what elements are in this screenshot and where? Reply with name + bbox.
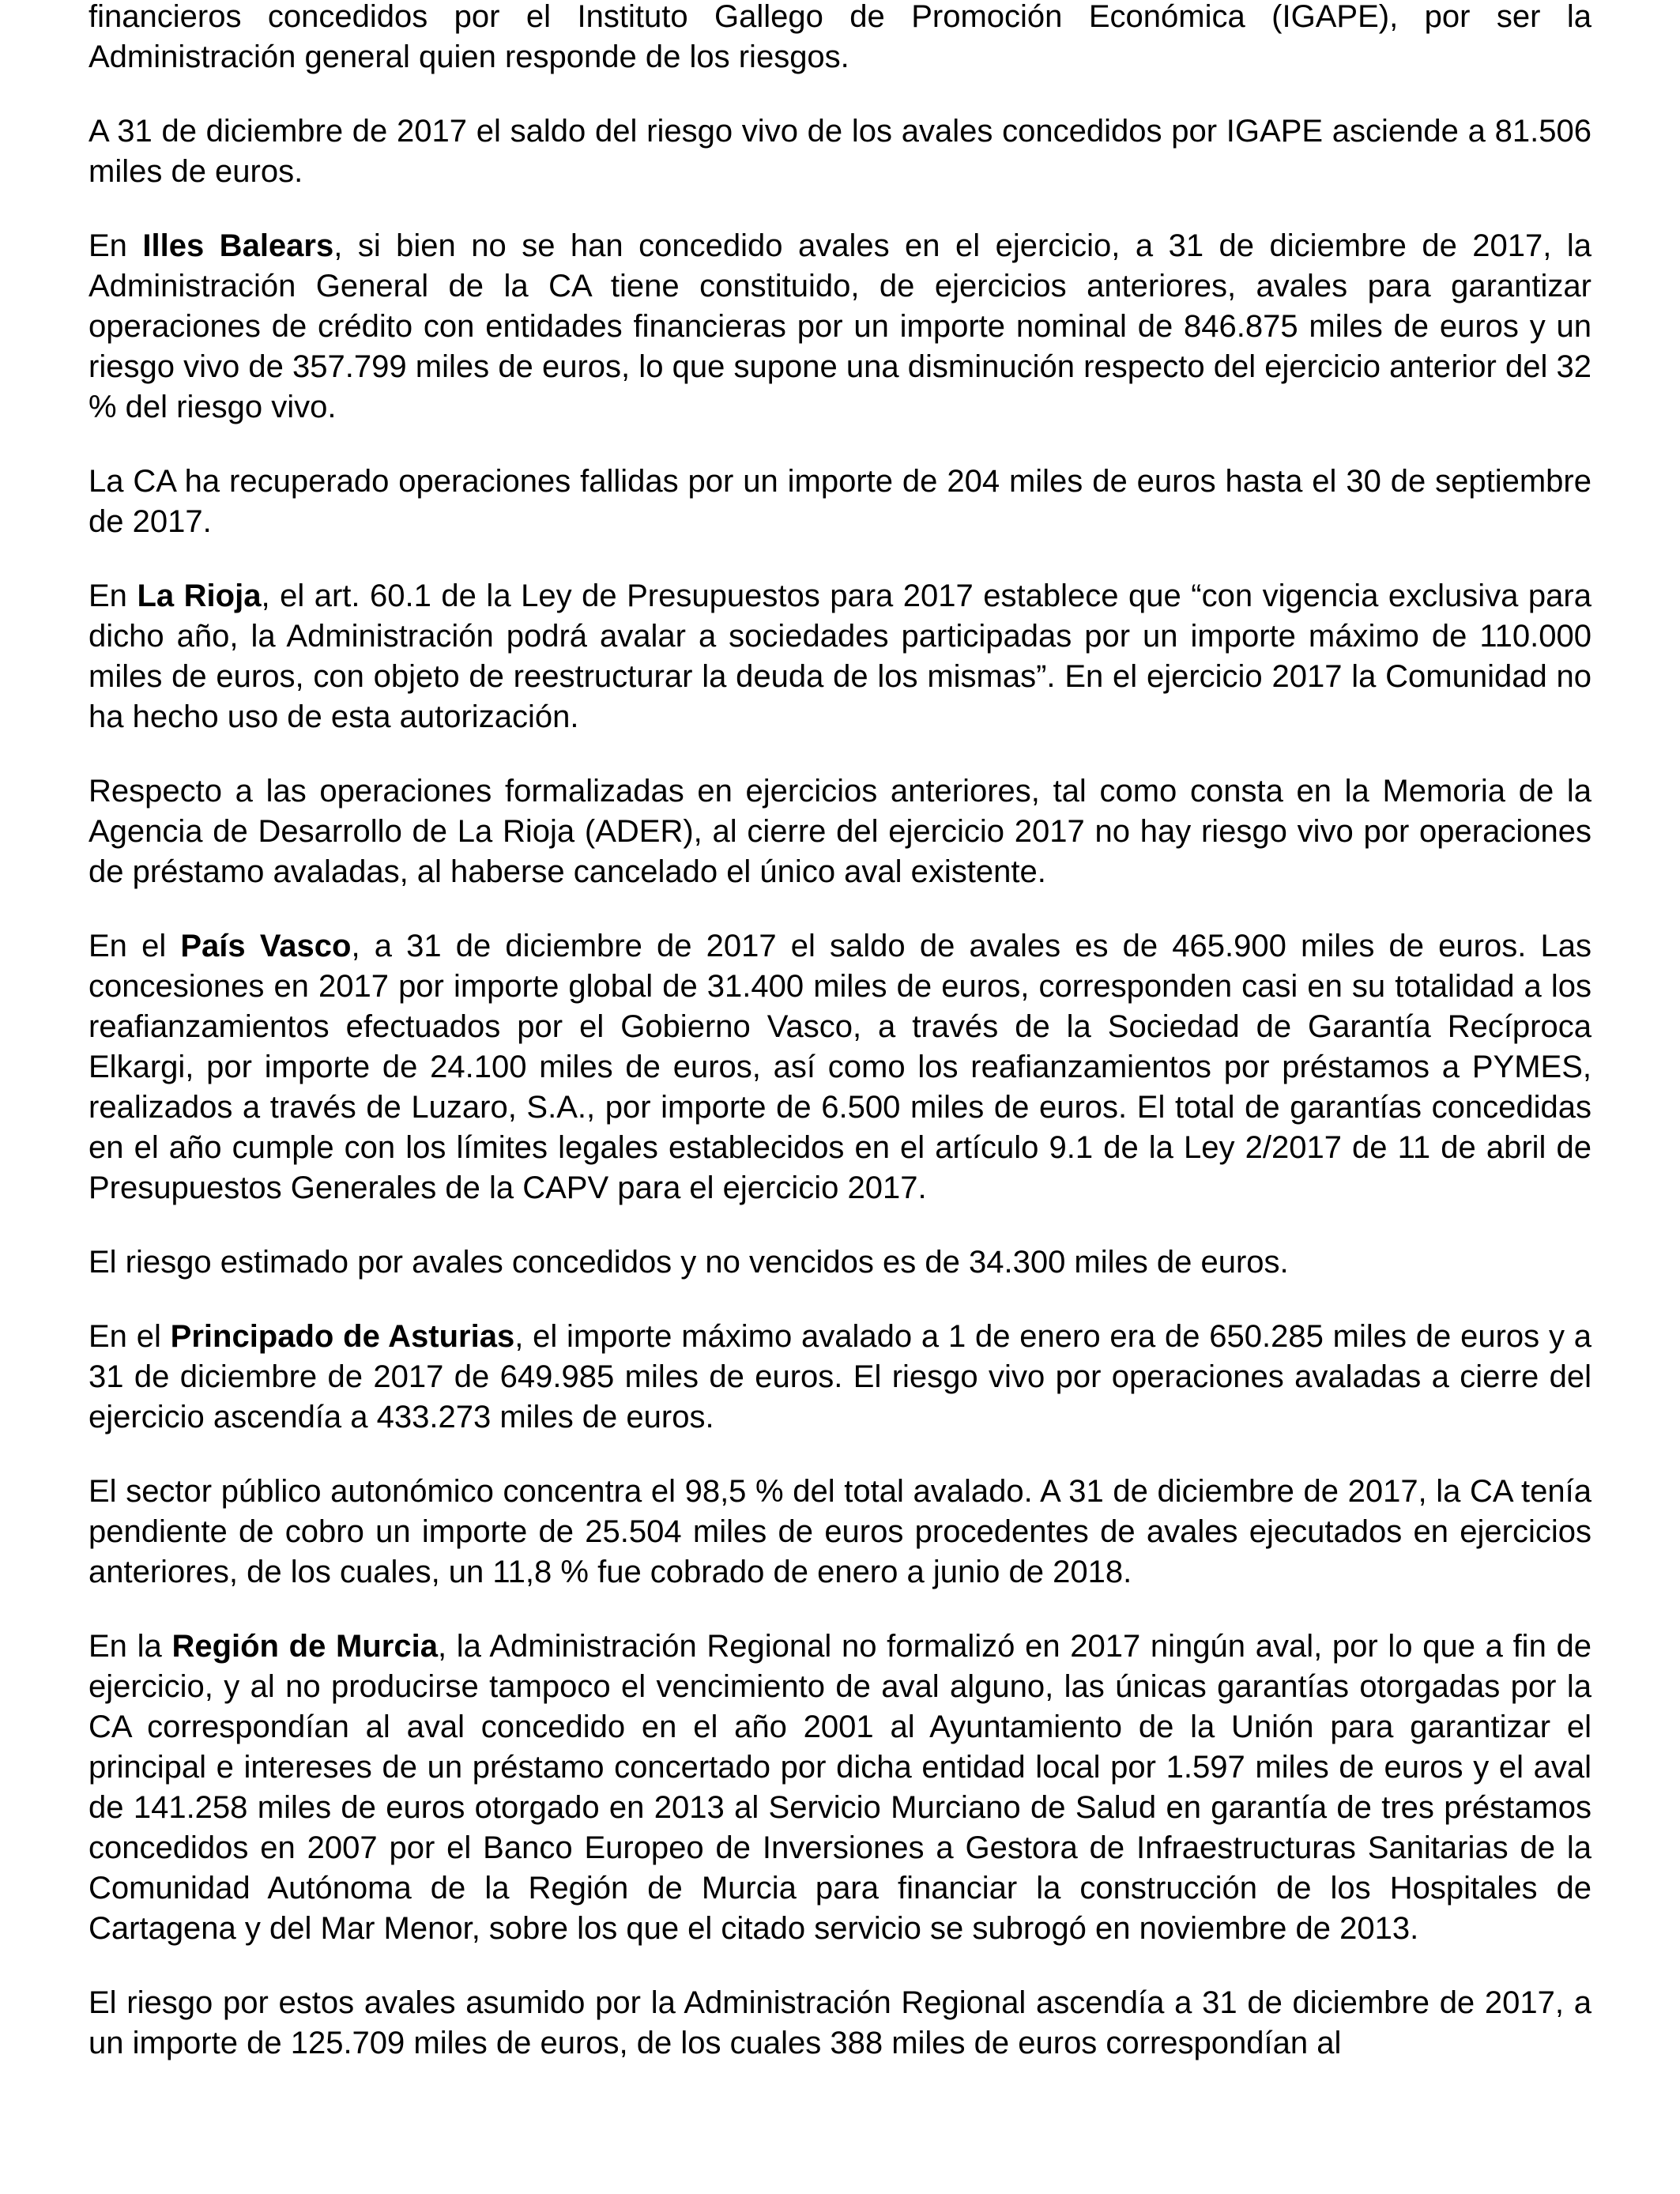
text-segment: A 31 de diciembre de 2017 el saldo del riesgo vivo de los avales concedidos por IGAPE asciende a 81.506 miles de euros. [89,114,1591,189]
document-page [89,0,1591,2098]
paragraph-sector-publico [89,1472,1591,1593]
paragraph-murcia [89,1627,1591,1949]
paragraph-riesgo-murcia [89,1983,1591,2064]
text-segment: La CA ha recuperado operaciones fallidas por un importe de 204 miles de euros hasta el 30 de septiembre de 2017. [89,464,1591,539]
text-segment: financieros concedidos por el Instituto Gallego de Promoción Económica (IGAPE), por ser la Administración general quien responde de los riesgos. [89,0,1591,74]
paragraph-illes-balears [89,226,1591,428]
text-segment: , si bien no se han concedido avales en el ejercicio, a 31 de diciembre de 2017, la Administración General de la CA tiene constituido, de ejercicios anteriores, avales para garantizar operaciones de crédito con entidades financieras por un importe nominal de 846.875 miles de euros y un riesgo vivo de 357.799 miles de euros, lo que supone una disminución respecto del ejercicio anterior del 32 % del riesgo vivo. [89,228,1592,424]
region-name-bold: Región de Murcia [171,1629,438,1664]
text-segment: Respecto a las operaciones formalizadas en ejercicios anteriores, tal como consta en la Memoria de la Agencia de Desarrollo de La Rioja (ADER), al cierre del ejercicio 2017 no hay riesgo vivo por operaciones de préstamo avaladas, al haberse cancelado el único aval existente. [89,774,1591,889]
text-segment: En [89,228,143,263]
text-segment: En la [89,1629,172,1664]
paragraph-ader [89,771,1591,892]
region-name-bold: Principado de Asturias [170,1319,515,1354]
paragraph-pais-vasco [89,926,1591,1208]
text-segment: , a 31 de diciembre de 2017 el saldo de avales es de 465.900 miles de euros. Las concesiones en 2017 por importe global de 31.400 miles de euros, corresponden casi en su totalidad a los reafianzamientos efectuados por el Gobierno Vasco, a través de la Sociedad de Garantía Recíproca Elkargi, por importe de 24.100 miles de euros, así como los reafianzamientos por préstamos a PYMES, realizados a través de Luzaro, S.A., por importe de 6.500 miles de euros. El total de garantías concedidas en el año cumple con los límites legales establecidos en el artículo 9.1 de la Ley 2/2017 de 11 de abril de Presupuestos Generales de la CAPV para el ejercicio 2017. [89,929,1592,1205]
paragraph-igape-intro [89,0,1591,77]
region-name-bold: La Rioja [137,579,262,613]
text-segment: El sector público autonómico concentra el 98,5 % del total avalado. A 31 de diciembre de 2017, la CA tenía pendiente de cobro un importe de 25.504 miles de euros procedentes de avales ejecutados en ejercicios anteriores, de los cuales, un 11,8 % fue cobrado de enero a junio de 2018. [89,1474,1591,1589]
region-name-bold: País Vasco [180,929,352,963]
text-segment: El riesgo estimado por avales concedidos y no vencidos es de 34.300 miles de euros. [89,1245,1289,1280]
region-name-bold: Illes Balears [142,228,334,263]
text-segment: , el art. 60.1 de la Ley de Presupuestos para 2017 establece que “con vigencia exclusiva para dicho año, la Administración podrá avalar a sociedades participadas por un importe máximo de 110.000 miles de euros, con objeto de reestructurar la deuda de los mismas”. En el ejercicio 2017 la Comunidad no ha hecho uso de esta autorización. [89,579,1591,734]
text-segment: En el [89,1319,171,1354]
paragraph-asturias [89,1317,1591,1438]
paragraph-riesgo-estimado [89,1242,1591,1283]
paragraph-ca-recovered [89,462,1591,542]
text-segment: , el importe máximo avalado a 1 de enero era de 650.285 miles de euros y a 31 de diciembre de 2017 de 649.985 miles de euros. El riesgo vivo por operaciones avaladas a cierre del ejercicio ascendía a 433.273 miles de euros. [89,1319,1591,1434]
paragraph-la-rioja [89,576,1591,737]
paragraph-igape-balance [89,111,1591,192]
text-segment: , la Administración Regional no formalizó en 2017 ningún aval, por lo que a fin de ejercicio, y al no producirse tampoco el vencimiento de aval alguno, las únicas garantías otorgadas por la CA correspondían al aval concedido en el año 2001 al Ayuntamiento de la Unión para garantizar el principal e intereses de un préstamo concertado por dicha entidad local por 1.597 miles de euros y el aval de 141.258 miles de euros otorgado en 2013 al Servicio Murciano de Salud en garantía de tres préstamos concedidos en 2007 por el Banco Europeo de Inversiones a Gestora de Infraestructuras Sanitarias de la Comunidad Autónoma de la Región de Murcia para financiar la construcción de los Hospitales de Cartagena y del Mar Menor, sobre los que el citado servicio se subrogó en noviembre de 2013. [89,1629,1591,1946]
text-segment: En el [89,929,181,963]
text-segment: En [89,579,137,613]
text-segment: El riesgo por estos avales asumido por la Administración Regional ascendía a 31 de diciembre de 2017, a un importe de 125.709 miles de euros, de los cuales 388 miles de euros correspondían al [89,1985,1591,2060]
